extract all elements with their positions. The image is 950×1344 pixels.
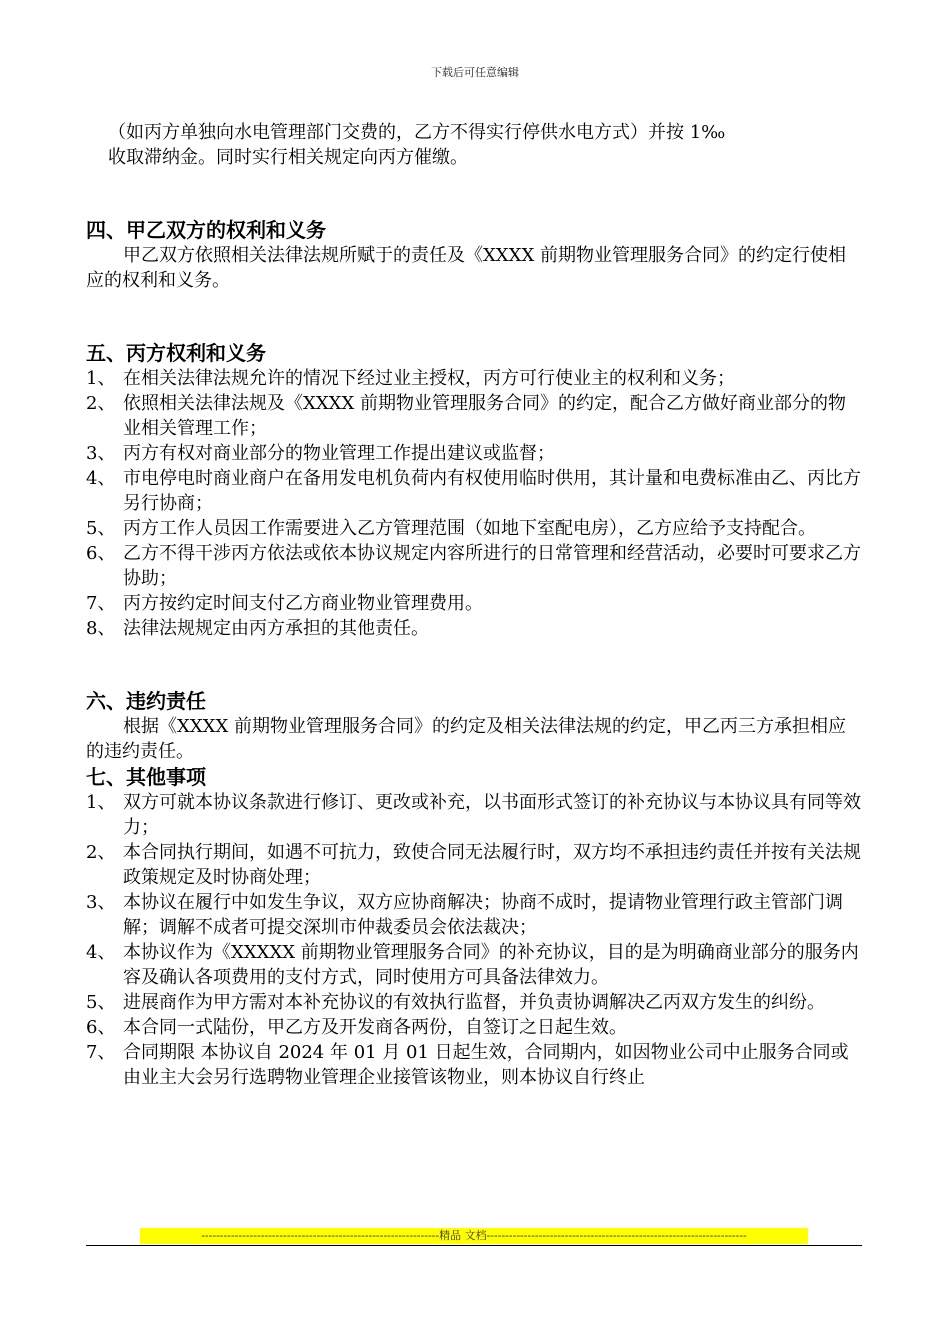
- item-number: 6、: [86, 1017, 116, 1038]
- section-6-title: 六、违约责任: [86, 689, 206, 713]
- section-6-paragraph: 根据《XXXX 前期物业管理服务合同》的约定及相关法律法规的约定，甲乙丙三方承担相应的违约责任。: [86, 716, 846, 762]
- list-item: [86, 441, 862, 466]
- footer-rule: [86, 1245, 862, 1246]
- item-number: 1、: [86, 792, 116, 813]
- item-number: 7、: [86, 593, 116, 614]
- item-number: 4、: [86, 468, 116, 489]
- item-number: 3、: [86, 892, 116, 913]
- list-item: [86, 990, 862, 1015]
- section-7-title: 七、其他事项: [86, 765, 206, 789]
- item-number: 2、: [86, 842, 116, 863]
- item-number: 1、: [86, 368, 116, 389]
- item-text: 乙方不得干涉丙方依法或依本协议规定内容所进行的日常管理和经营活动，必要时可要求乙方协助；: [123, 543, 861, 589]
- section-5-list: [86, 366, 862, 641]
- intro-line-1: （如丙方单独向水电管理部门交费的，乙方不得实行停供水电方式）并按 1‰: [108, 122, 726, 143]
- list-item: [86, 591, 862, 616]
- item-number: 3、: [86, 443, 116, 464]
- item-text: 丙方有权对商业部分的物业管理工作提出建议或监督；: [123, 443, 555, 464]
- list-item: [86, 790, 862, 840]
- list-item: [86, 391, 862, 441]
- list-item: [86, 1015, 862, 1040]
- document-body: [86, 120, 862, 1090]
- list-item: [86, 366, 862, 391]
- section-4-title: 四、甲乙双方的权利和义务: [86, 218, 326, 242]
- item-text: 本协议作为《XXXXX 前期物业管理服务合同》的补充协议，目的是为明确商业部分的服务内容及确认各项费用的支付方式，同时使用方可具备法律效力。: [123, 942, 859, 988]
- item-number: 7、: [86, 1042, 116, 1063]
- list-item: [86, 890, 862, 940]
- item-text: 丙方按约定时间支付乙方商业物业管理费用。: [123, 593, 483, 614]
- section-7-list: [86, 790, 862, 1090]
- item-number: 5、: [86, 992, 116, 1013]
- list-item: [86, 541, 862, 591]
- section-5-title: 五、丙方权利和义务: [86, 341, 266, 365]
- spacer: [86, 641, 862, 688]
- item-number: 6、: [86, 543, 116, 564]
- item-number: 2、: [86, 393, 116, 414]
- item-text: 双方可就本协议条款进行修订、更改或补充，以书面形式签订的补充协议与本协议具有同等效力；: [123, 792, 861, 838]
- list-item: [86, 466, 862, 516]
- item-text: 本合同一式陆份，甲乙方及开发商各两份，自签订之日起生效。: [123, 1017, 627, 1038]
- item-text: 市电停电时商业商户在备用发电机负荷内有权使用临时供用，其计量和电费标准由乙、丙比方另行协商；: [123, 468, 861, 514]
- item-text: 法律法规规定由丙方承担的其他责任。: [123, 618, 429, 639]
- spacer: [86, 293, 862, 340]
- spacer: [86, 170, 862, 217]
- item-number: 4、: [86, 942, 116, 963]
- item-number: 5、: [86, 518, 116, 539]
- list-item: [86, 1040, 862, 1090]
- item-text: 本协议在履行中如发生争议，双方应协商解决；协商不成时，提请物业管理行政主管部门调解；调解不成者可提交深圳市仲裁委员会依法裁决；: [123, 892, 843, 938]
- footer-banner: ----------------------------------------------------------------精品 文档----------------------------------------------------------------------: [140, 1228, 808, 1244]
- item-number: 8、: [86, 618, 116, 639]
- list-item: [86, 840, 862, 890]
- item-text: 在相关法律法规允许的情况下经过业主授权，丙方可行使业主的权利和义务；: [123, 368, 735, 389]
- item-text: 依照相关法律法规及《XXXX 前期物业管理服务合同》的约定，配合乙方做好商业部分的物业相关管理工作；: [123, 393, 846, 439]
- header-note: 下载后可任意编辑: [431, 66, 519, 79]
- item-text: 丙方工作人员因工作需要进入乙方管理范围（如地下室配电房），乙方应给予支持配合。: [123, 518, 816, 539]
- list-item: [86, 516, 862, 541]
- intro-line-2: 收取滞纳金。同时实行相关规定向丙方催缴。: [108, 147, 468, 168]
- item-text: 进展商作为甲方需对本补充协议的有效执行监督，并负责协调解决乙丙双方发生的纠纷。: [123, 992, 825, 1013]
- list-item: [86, 616, 862, 641]
- section-4-paragraph: 甲乙双方依照相关法律法规所赋于的责任及《XXXX 前期物业管理服务合同》的约定行使相应的权利和义务。: [86, 245, 846, 291]
- list-item: [86, 940, 862, 990]
- item-text: 本合同执行期间，如遇不可抗力，致使合同无法履行时，双方均不承担违约责任并按有关法规政策规定及时协商处理；: [123, 842, 861, 888]
- item-text: 合同期限 本协议自 2024 年 01 月 01 日起生效，合同期内，如因物业公司中止服务合同或由业主大会另行选聘物业管理企业接管该物业，则本协议自行终止: [123, 1042, 849, 1088]
